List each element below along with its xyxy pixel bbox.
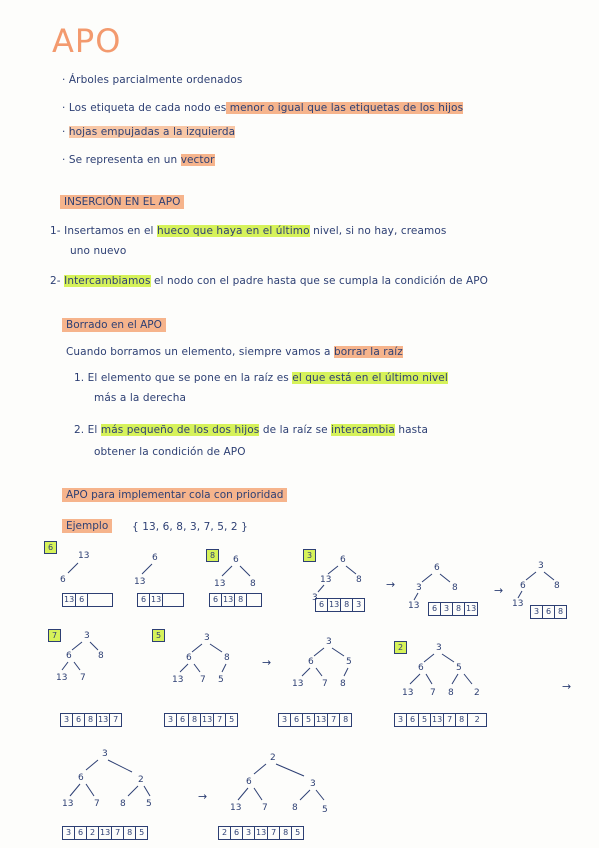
bullet-2: · Los etiqueta de cada nodo es menor o igual que las etiquetas de los hijos	[62, 102, 464, 114]
step-badge-3: 3	[303, 549, 316, 562]
svg-text:7: 7	[430, 688, 436, 698]
svg-text:13: 13	[512, 599, 524, 609]
svg-text:3: 3	[312, 593, 318, 603]
svg-text:13: 13	[214, 579, 226, 589]
svg-text:3: 3	[204, 633, 210, 643]
tree-8	[160, 630, 250, 690]
svg-text:6: 6	[233, 555, 239, 565]
svg-text:6: 6	[308, 657, 314, 667]
svg-text:13: 13	[56, 673, 68, 683]
tree-12	[224, 750, 344, 820]
borrado-intro: Cuando borramos un elemento, siempre vamos a borrar la raíz	[66, 346, 403, 358]
svg-text:8: 8	[452, 583, 458, 593]
svg-text:5: 5	[322, 805, 328, 815]
arrow-5: →	[198, 790, 208, 803]
svg-text:6: 6	[340, 555, 346, 565]
svg-text:6: 6	[434, 563, 440, 573]
tree-9	[282, 634, 372, 694]
cola-heading: APO para implementar cola con prioridad	[62, 488, 287, 502]
array-1: 13 6	[62, 593, 113, 607]
step-badge-2: 2	[394, 641, 407, 654]
borrado-item-1b: más a la derecha	[94, 392, 187, 404]
svg-text:2: 2	[138, 775, 144, 785]
array-6: 3 6 8	[530, 605, 567, 619]
svg-text:3: 3	[538, 561, 544, 571]
svg-text:6: 6	[186, 653, 192, 663]
svg-text:13: 13	[78, 551, 90, 561]
tree-7	[52, 628, 122, 688]
tree-10	[394, 640, 494, 704]
svg-text:5: 5	[146, 799, 152, 809]
svg-text:3: 3	[326, 637, 332, 647]
tree-11	[58, 746, 168, 816]
borrado-item-2: 2. El más pequeño de los dos hijos de la raíz se intercambia hasta	[74, 424, 429, 436]
svg-text:8: 8	[250, 579, 256, 589]
svg-text:8: 8	[340, 679, 346, 689]
svg-text:7: 7	[322, 679, 328, 689]
svg-text:8: 8	[292, 803, 298, 813]
bullet-4: · Se representa en un vector	[62, 154, 215, 166]
svg-text:7: 7	[80, 673, 86, 683]
svg-text:3: 3	[436, 643, 442, 653]
arrow-4: →	[562, 680, 572, 693]
array-3: 6 13 8	[209, 593, 262, 607]
svg-text:6: 6	[246, 777, 252, 787]
borrado-heading: Borrado en el APO	[62, 318, 166, 332]
bullet-1: · Árboles parcialmente ordenados	[62, 74, 243, 86]
tree-2	[132, 548, 182, 588]
bullet-3: · hojas empujadas a la izquierda	[62, 126, 236, 138]
svg-text:3: 3	[310, 779, 316, 789]
array-9: 3 6 5 13 7 8	[278, 713, 352, 727]
svg-text:6: 6	[66, 651, 72, 661]
arrow-3: →	[262, 656, 272, 669]
svg-text:5: 5	[346, 657, 352, 667]
step-badge-6: 6	[44, 541, 57, 554]
svg-text:6: 6	[60, 575, 66, 585]
array-2: 6 13	[137, 593, 184, 607]
arrow-1: →	[386, 578, 396, 591]
svg-text:7: 7	[262, 803, 268, 813]
array-5: 6 3 8 13	[428, 602, 478, 616]
array-10: 3 6 5 13 7 8 2	[394, 713, 487, 727]
svg-text:13: 13	[134, 577, 146, 587]
tree-4	[308, 552, 378, 602]
arrow-2: →	[494, 584, 504, 597]
array-4: 6 13 8 3	[315, 598, 365, 612]
svg-text:6: 6	[78, 773, 84, 783]
svg-text:5: 5	[218, 675, 224, 685]
svg-text:3: 3	[102, 749, 108, 759]
tree-3	[208, 550, 268, 590]
svg-text:8: 8	[224, 653, 230, 663]
svg-text:2: 2	[270, 753, 276, 763]
insercion-item-1: 1- Insertamos en el hueco que haya en el último nivel, si no hay, creamos	[50, 225, 447, 237]
svg-text:6: 6	[520, 581, 526, 591]
svg-text:2: 2	[474, 688, 480, 698]
svg-text:3: 3	[416, 583, 422, 593]
svg-text:3: 3	[84, 631, 90, 641]
borrado-item-2b: obtener la condición de APO	[94, 446, 246, 458]
ejemplo-label: Ejemplo	[62, 519, 112, 533]
insercion-item-2: 2- Intercambiamos el nodo con el padre hasta que se cumpla la condición de APO	[50, 275, 489, 287]
svg-text:8: 8	[120, 799, 126, 809]
ejemplo-sequence: { 13, 6, 8, 3, 7, 5, 2 }	[132, 521, 248, 533]
svg-text:13: 13	[292, 679, 304, 689]
svg-text:13: 13	[230, 803, 242, 813]
step-badge-7: 7	[48, 629, 61, 642]
svg-text:13: 13	[320, 575, 332, 585]
step-badge-8: 8	[206, 549, 219, 562]
tree-6	[508, 558, 578, 608]
array-12: 2 6 3 13 7 8 5	[218, 826, 304, 840]
svg-text:7: 7	[200, 675, 206, 685]
svg-text:8: 8	[98, 651, 104, 661]
svg-text:13: 13	[62, 799, 74, 809]
borrado-item-1: 1. El elemento que se pone en la raíz es el que está en el último nivel	[74, 372, 448, 384]
insercion-heading: INSERCIÓN EN EL APO	[60, 195, 184, 209]
svg-text:5: 5	[456, 663, 462, 673]
svg-text:6: 6	[418, 663, 424, 673]
svg-text:8: 8	[356, 575, 362, 585]
page-title: APO	[52, 22, 122, 60]
svg-text:8: 8	[448, 688, 454, 698]
svg-text:7: 7	[94, 799, 100, 809]
array-11: 3 6 2 13 7 8 5	[62, 826, 148, 840]
svg-text:6: 6	[152, 553, 158, 563]
insercion-item-1b: uno nuevo	[70, 245, 127, 257]
svg-text:13: 13	[402, 688, 414, 698]
svg-text:13: 13	[172, 675, 184, 685]
tree-1	[50, 548, 100, 588]
array-8: 3 6 8 13 7 5	[164, 713, 238, 727]
svg-text:13: 13	[408, 601, 420, 611]
step-badge-5: 5	[152, 629, 165, 642]
array-7: 3 6 8 13 7	[60, 713, 122, 727]
svg-text:8: 8	[554, 581, 560, 591]
